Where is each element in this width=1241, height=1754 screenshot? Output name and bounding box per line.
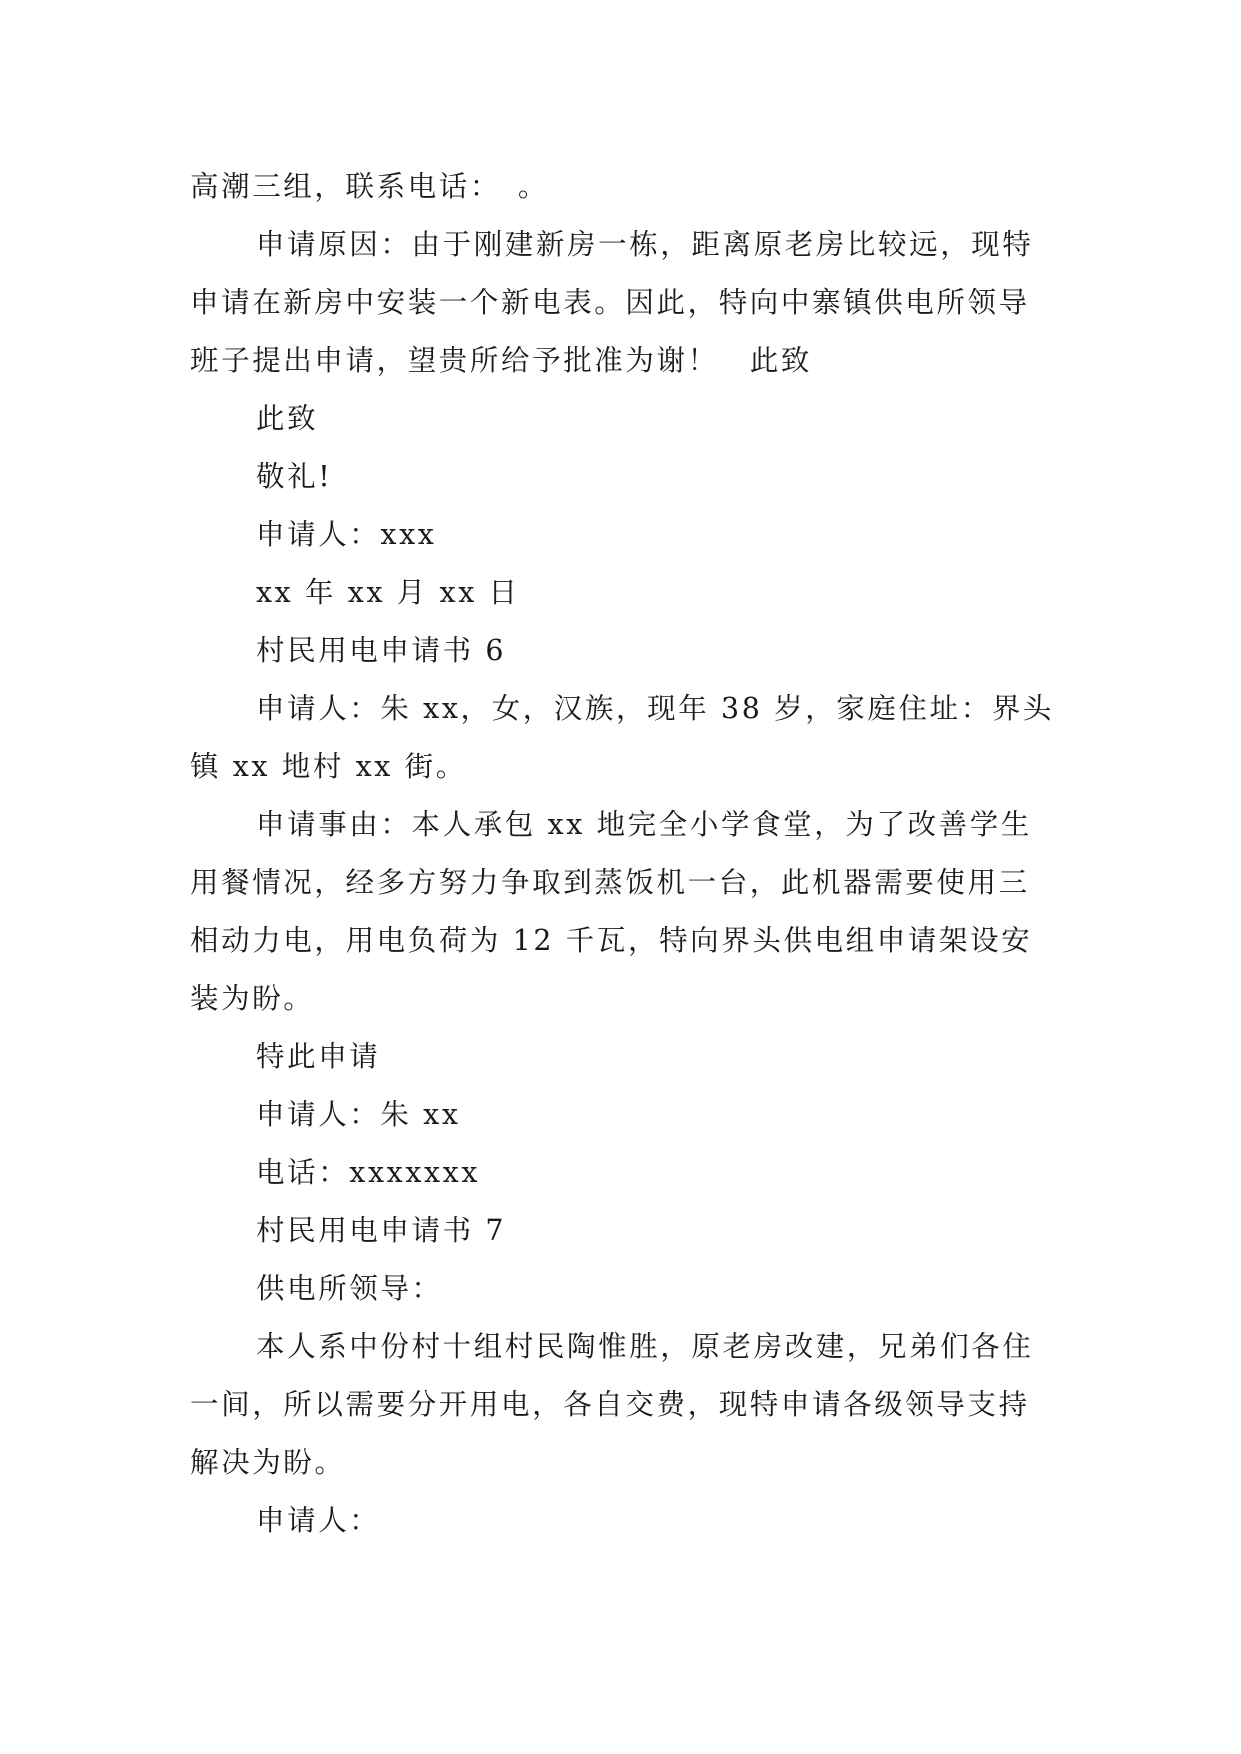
paragraph-salutation: 供电所领导： xyxy=(256,1272,443,1305)
paragraph-closing-jingli: 敬礼! xyxy=(256,460,333,493)
paragraph-applicant-info: 申请人：朱 xx，女，汉族，现年 38 岁，家庭住址：界头镇 xx 地村 xx 街。 xyxy=(190,692,1054,783)
paragraph-applicant: 申请人：xxx xyxy=(256,518,437,551)
paragraph-closing-cizhi: 此致 xyxy=(256,402,319,435)
paragraph-phone: 电话：xxxxxxx xyxy=(256,1156,481,1189)
paragraph-tecishenqing: 特此申请 xyxy=(256,1040,381,1073)
paragraph-application-reason: 申请事由：本人承包 xx 地完全小学食堂，为了改善学生用餐情况，经多方努力争取到蒸饭机一台，此机器需要使用三相动力电，用电负荷为 12 千瓦，特向界头供电组申请架设安装为盼。 xyxy=(190,808,1033,1015)
section-heading-6: 村民用电申请书 6 xyxy=(256,634,507,667)
document-body xyxy=(190,158,1060,1550)
paragraph-body-7: 本人系中份村十组村民陶惟胜，原老房改建，兄弟们各住一间，所以需要分开用电，各自交费，现特申请各级领导支持解决为盼。 xyxy=(190,1330,1034,1479)
section-heading-7: 村民用电申请书 7 xyxy=(256,1214,507,1247)
paragraph-date: xx 年 xx 月 xx 日 xyxy=(256,576,520,609)
paragraph-reason: 申请原因：由于刚建新房一栋，距离原老房比较远，现特申请在新房中安装一个新电表。因此，特向中寨镇供电所领导班子提出申请，望贵所给予批准为谢！ 此致 xyxy=(190,228,1034,377)
paragraph-contact-line: 高潮三组，联系电话： 。 xyxy=(190,170,549,203)
paragraph-applicant-name: 申请人：朱 xx xyxy=(256,1098,461,1131)
paragraph-applicant-signature: 申请人： xyxy=(256,1504,381,1537)
